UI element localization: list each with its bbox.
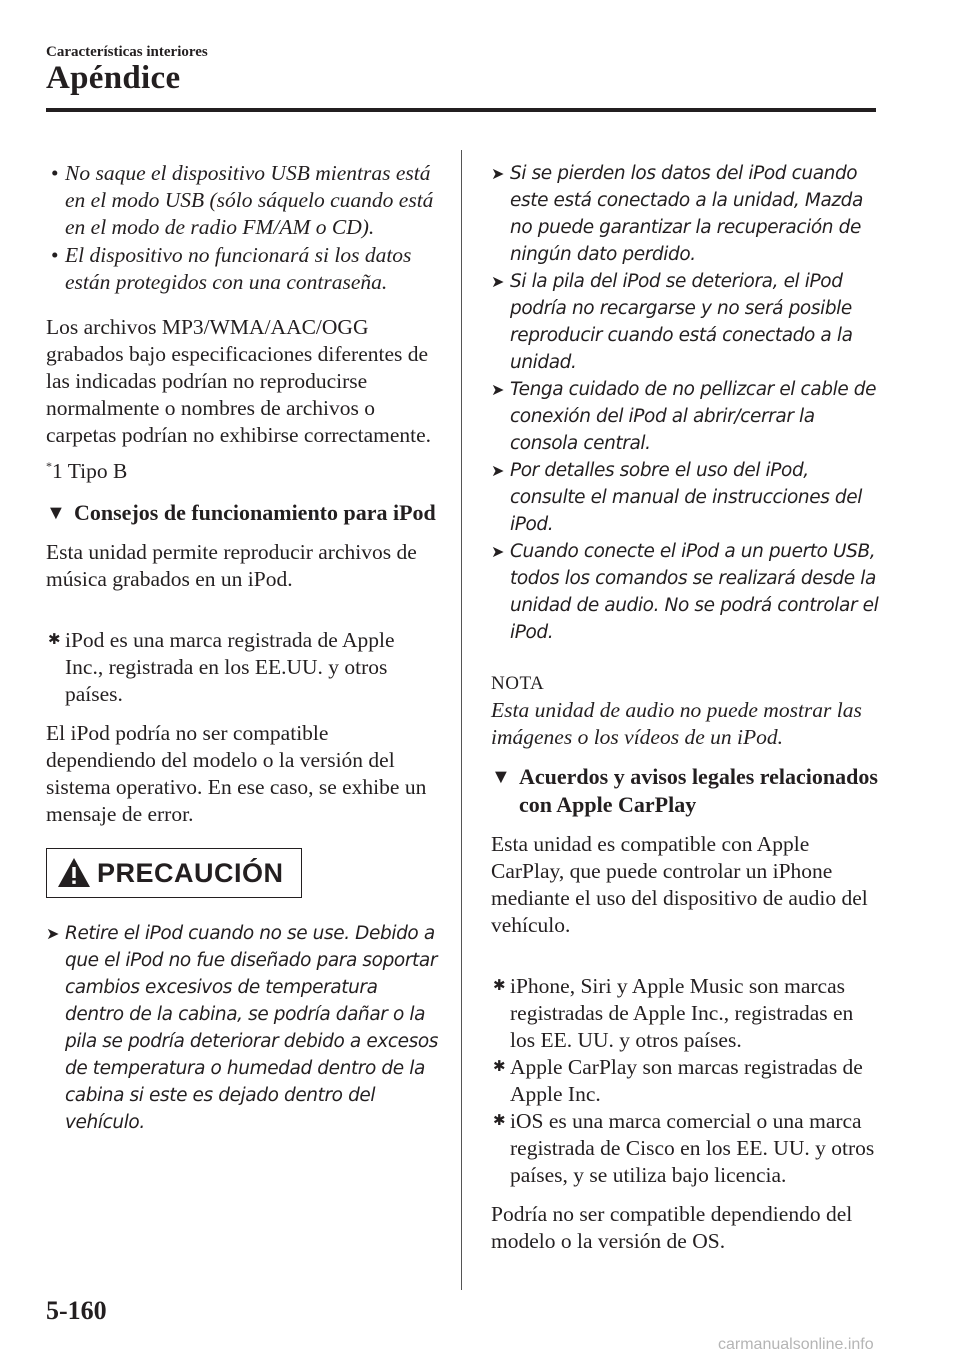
- caution-item: [46, 920, 438, 1136]
- heading-carplay-text: Acuerdos y avisos legales relacionados con Apple CarPlay: [519, 764, 878, 817]
- arrow-icon: ➤: [491, 380, 505, 399]
- footnote: [46, 453, 438, 485]
- trademark-item: [491, 1108, 879, 1189]
- bullet-icon: •: [51, 161, 59, 185]
- page-title: Apéndice: [46, 60, 181, 96]
- paragraph-files: Los archivos MP3/WMA/AAC/OGG grabados bajo especificaciones diferentes de las indicadas podrían no reproducirse normalmente o nombres de archivos o carpetas podrían no exhibirse correctamente.: [46, 315, 432, 447]
- caution-item-text: Por detalles sobre el uso del iPod, consulte el manual de instrucciones del iPod.: [510, 460, 862, 535]
- trademark-text: iPhone, Siri y Apple Music son marcas registradas de Apple Inc., registradas en los EE. UU. y otros países.: [510, 974, 854, 1052]
- note-title: NOTA: [491, 673, 545, 694]
- note-text: Esta unidad de audio no puede mostrar las imágenes o los vídeos de un iPod.: [491, 698, 862, 749]
- caution-item: [491, 457, 879, 538]
- trademark-text: Apple CarPlay son marcas registradas de Apple Inc.: [510, 1055, 863, 1106]
- heading-ipod: [46, 499, 438, 527]
- warning-icon: [57, 857, 91, 889]
- asterisk-icon: ✱: [493, 1113, 506, 1129]
- usb-note-2: [46, 242, 438, 296]
- right-column: [491, 160, 879, 1267]
- page-number: 5-160: [46, 1296, 107, 1325]
- trademark-item: [491, 1054, 879, 1108]
- asterisk-icon: ✱: [493, 1059, 506, 1075]
- trademark-text: iPod es una marca registrada de Apple Inc., registrada en los EE.UU. y otros países.: [65, 628, 395, 706]
- header-rule: [46, 108, 876, 112]
- caution-item: [491, 376, 879, 457]
- arrow-icon: ➤: [491, 272, 505, 291]
- bullet-icon: •: [51, 243, 59, 267]
- paragraph-ipod: Esta unidad permite reproducir archivos de música grabados en un iPod.: [46, 540, 417, 591]
- arrow-icon: ➤: [491, 164, 505, 183]
- caution-item-text: Si se pierden los datos del iPod cuando este está conectado a la unidad, Mazda no puede garantizar la recuperación de ningún dato perdido.: [510, 163, 863, 265]
- triangle-icon: ▼: [46, 502, 66, 524]
- caution-item-text: Si la pila del iPod se deteriora, el iPod podría no recargarse y no será posible reproducir cuando está conectado a la unidad.: [510, 271, 853, 373]
- caution-label: PRECAUCIÓN: [97, 857, 284, 888]
- caution-item: [491, 538, 879, 646]
- caution-item-text: Cuando conecte el iPod a un puerto USB, todos los comandos se realizará desde la unidad de audio. No se podrá controlar el iPod.: [510, 541, 879, 643]
- caution-item: [491, 160, 879, 268]
- usb-note-1: [46, 160, 438, 241]
- section-label: Características interiores: [46, 44, 208, 60]
- arrow-icon: ➤: [491, 461, 505, 480]
- caution-banner: [46, 848, 302, 898]
- paragraph-os: Podría no ser compatible dependiendo del modelo o la versión de OS.: [491, 1202, 853, 1253]
- triangle-icon: ▼: [491, 766, 511, 788]
- paragraph-compat: El iPod podría no ser compatible dependiendo del modelo o la versión del sistema operativo. En ese caso, se exhibe un mensaje de error.: [46, 721, 427, 826]
- footnote-mark: *: [46, 459, 52, 473]
- watermark: carmanualsonline.info: [718, 1336, 874, 1353]
- caution-item: [491, 268, 879, 376]
- heading-carplay: [491, 763, 879, 819]
- trademark-item: [491, 973, 879, 1054]
- footnote-text: 1 Tipo B: [52, 459, 128, 483]
- arrow-icon: ➤: [491, 542, 505, 561]
- column-divider: [461, 150, 462, 1290]
- asterisk-icon: ✱: [48, 632, 61, 648]
- usb-note-text: No saque el dispositivo USB mientras está en el modo USB (sólo sáquelo cuando está en el modo de radio FM/AM o CD).: [65, 161, 434, 239]
- heading-ipod-text: Consejos de funcionamiento para iPod: [74, 500, 436, 525]
- trademark-ipod: [46, 627, 438, 708]
- asterisk-icon: ✱: [493, 978, 506, 994]
- caution-item-text: Retire el iPod cuando no se use. Debido a que el iPod no fue diseñado para soportar cambios excesivos de temperatura dentro de la cabina, se podría dañar o la pila se podría deteriorar debido a excesos de temperatura o humedad dentro de la cabina si este es dejado dentro del vehículo.: [65, 923, 439, 1133]
- paragraph-carplay: Esta unidad es compatible con Apple CarPlay, que puede controlar un iPhone mediante el uso del dispositivo de audio del vehículo.: [491, 832, 868, 937]
- trademark-text: iOS es una marca comercial o una marca registrada de Cisco en los EE. UU. y otros países, y se utiliza bajo licencia.: [510, 1109, 875, 1187]
- left-column: [46, 160, 438, 1136]
- usb-note-text: El dispositivo no funcionará si los datos están protegidos con una contraseña.: [65, 243, 412, 294]
- arrow-icon: ➤: [46, 924, 60, 943]
- caution-item-text: Tenga cuidado de no pellizcar el cable de conexión del iPod al abrir/cerrar la consola central.: [510, 379, 877, 454]
